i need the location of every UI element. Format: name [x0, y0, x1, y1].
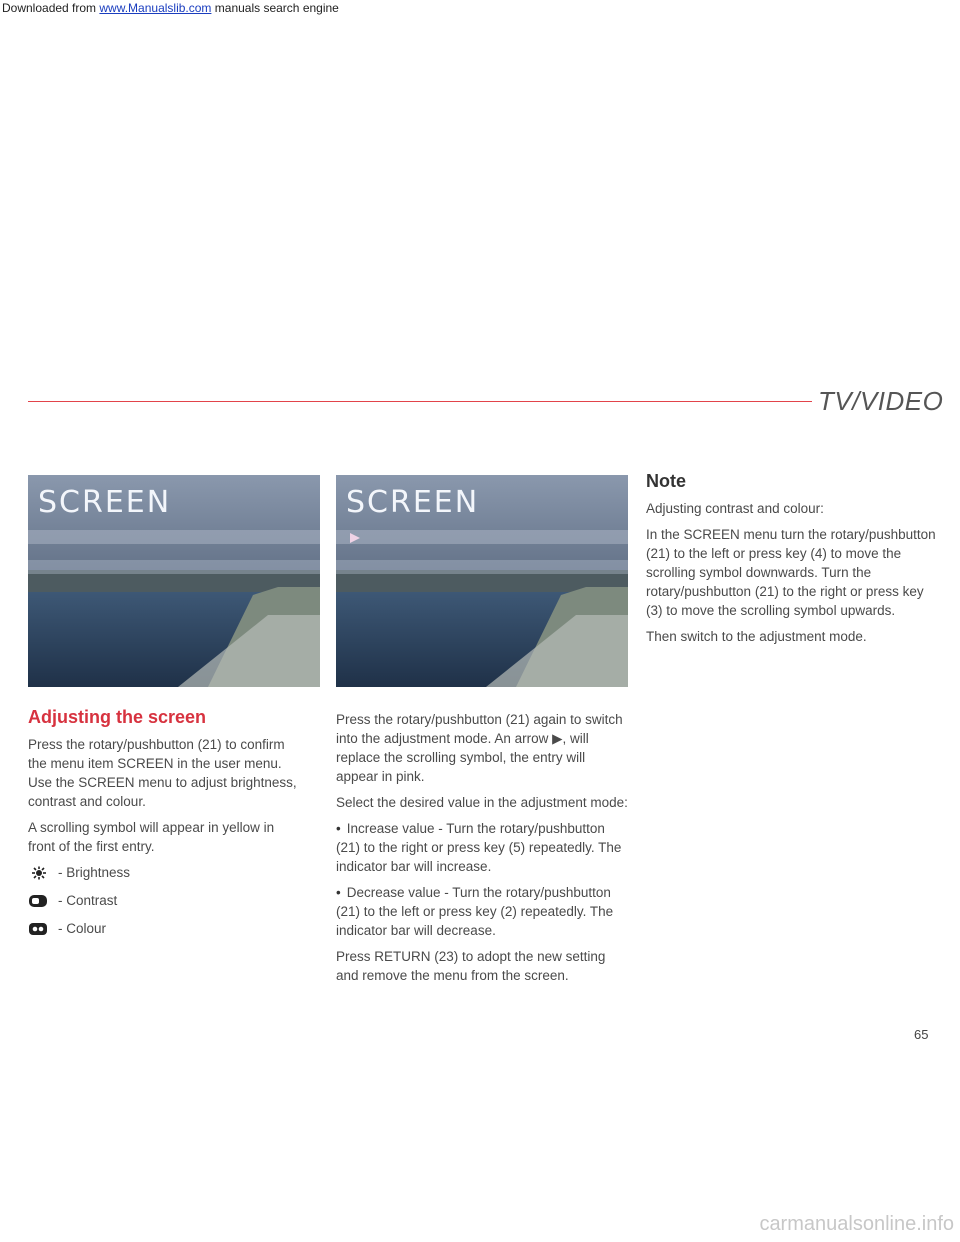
- legend-brightness: [28, 863, 298, 882]
- watermark: carmanualsonline.info: [759, 1213, 954, 1235]
- screen-title-2: SCREEN: [346, 485, 480, 520]
- note-heading: Note: [646, 471, 686, 491]
- paragraph: A scrolling symbol will appear in yellow in front of the first entry.: [28, 820, 275, 854]
- middle-column: [336, 710, 628, 992]
- paragraph: Press the rotary/pushbutton (21) again to switch into the adjustment mode. An arrow ▶, will replace the scrolling symbol, the entry will appear in pink.: [336, 712, 623, 784]
- download-banner: [0, 0, 960, 16]
- bullet-decrease: • Decrease value - Turn the rotary/pushbutton (21) to the left or press key (2) repeatedly. The indicator bar will decrease.: [336, 883, 628, 940]
- screen-menu-photo-1: [28, 475, 320, 687]
- paragraph: In the SCREEN menu turn the rotary/pushbutton (21) to the left or press key (4) to move the scrolling symbol downwards. Turn the rotary/pushbutton (21) to the right or press key (3) to move the scrolling symbol upwards.: [646, 527, 936, 618]
- colour-icon: [28, 922, 50, 936]
- section-title: TV/VIDEO: [818, 386, 944, 416]
- header-rule: [28, 401, 812, 402]
- paragraph: Adjusting contrast and colour:: [646, 501, 824, 516]
- legend-label: - Brightness: [58, 865, 131, 880]
- banner-suffix: manuals search engine: [211, 1, 339, 15]
- page-number: 65: [914, 1027, 929, 1042]
- paragraph: Then switch to the adjustment mode.: [646, 629, 867, 644]
- right-column: [646, 472, 938, 653]
- manualslib-link[interactable]: www.Manualslib.com: [99, 1, 212, 15]
- paragraph: Select the desired value in the adjustment mode:: [336, 795, 628, 810]
- legend-contrast: [28, 891, 298, 910]
- legend-label: - Contrast: [58, 893, 118, 908]
- paragraph: Press the rotary/pushbutton (21) to confirm the menu item SCREEN in the user menu. Use the SCREEN menu to adjust brightness, contrast and colour.: [28, 737, 297, 809]
- screen-title-1: SCREEN: [38, 485, 172, 520]
- bullet-increase: • Increase value - Turn the rotary/pushbutton (21) to the right or press key (5) repeatedly. The indicator bar will increase.: [336, 819, 628, 876]
- screen-menu-photo-2: [336, 475, 628, 687]
- section-heading: Adjusting the screen: [28, 707, 207, 727]
- paragraph: Press RETURN (23) to adopt the new setting and remove the menu from the screen.: [336, 949, 606, 983]
- brightness-icon: [28, 866, 50, 880]
- legend-colour: [28, 919, 298, 938]
- left-column: [28, 708, 298, 947]
- banner-prefix: Downloaded from: [2, 1, 100, 15]
- contrast-icon: [28, 894, 50, 908]
- legend-label: - Colour: [58, 921, 107, 936]
